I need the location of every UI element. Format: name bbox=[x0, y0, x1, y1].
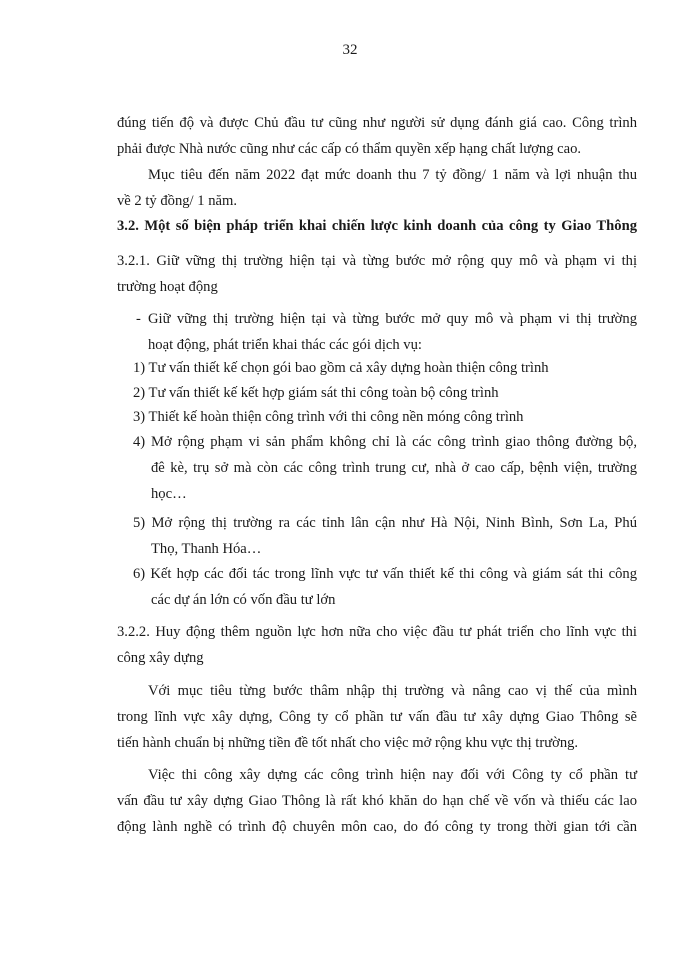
paragraph-construction-line-2: vấn đầu tư xây dựng Giao Thông là rất khó khăn do hạn chế về vốn và thiếu các lao bbox=[117, 793, 637, 809]
bullet-line-2: hoạt động, phát triển khai thác các gói dịch vụ: bbox=[148, 337, 422, 353]
paragraph-target-line-2: về 2 tỷ đồng/ 1 năm. bbox=[117, 193, 237, 209]
subsection-3-2-1-line-2: trường hoạt động bbox=[117, 279, 218, 295]
paragraph-construction-line-3: động lành nghề có trình độ chuyên môn cao, do đó công ty trong thời gian tới cần bbox=[117, 819, 637, 835]
paragraph-goal-line-1: Với mục tiêu từng bước thâm nhập thị trường và nâng cao vị thế của mình bbox=[148, 683, 637, 699]
list-item-2: 2) Tư vấn thiết kế kết hợp giám sát thi công toàn bộ công trình bbox=[133, 385, 499, 401]
list-item-5-line-2: Thọ, Thanh Hóa… bbox=[151, 541, 262, 557]
list-item-4-line-1: 4) Mở rộng phạm vi sản phẩm không chỉ là các công trình giao thông đường bộ, bbox=[133, 434, 637, 450]
subsection-3-2-1-line-1: 3.2.1. Giữ vững thị trường hiện tại và từng bước mở rộng quy mô và phạm vi thị bbox=[117, 253, 637, 269]
page-number: 32 bbox=[342, 42, 358, 58]
paragraph-intro-line-1: đúng tiến độ và được Chủ đầu tư cũng như người sử dụng đánh giá cao. Công trình bbox=[117, 115, 637, 131]
paragraph-construction-line-1: Việc thi công xây dựng các công trình hiện nay đối với Công ty cổ phần tư bbox=[148, 767, 637, 783]
paragraph-goal-line-2: trong lĩnh vực xây dựng, Công ty cổ phần tư vấn đầu tư xây dựng Giao Thông sẽ bbox=[117, 709, 637, 725]
list-item-5-line-1: 5) Mở rộng thị trường ra các tỉnh lân cận như Hà Nội, Ninh Bình, Sơn La, Phú bbox=[133, 515, 637, 531]
paragraph-goal-line-3: tiến hành chuẩn bị những tiền đề tốt nhất cho việc mở rộng khu vực thị trường. bbox=[117, 735, 579, 751]
list-item-4-line-2: đê kè, trụ sở mà còn các công trình trung cư, nhà ở cao cấp, bệnh viện, trường bbox=[151, 460, 637, 476]
list-item-4-line-3: học… bbox=[151, 486, 187, 502]
paragraph-intro-line-2: phải được Nhà nước cũng như các cấp có thẩm quyền xếp hạng chất lượng cao. bbox=[117, 141, 582, 157]
section-heading-3-2: 3.2. Một số biện pháp triển khai chiến lược kinh doanh của công ty Giao Thông bbox=[117, 218, 637, 234]
subsection-3-2-2-line-1: 3.2.2. Huy động thêm nguồn lực hơn nữa cho việc đầu tư phát triển cho lĩnh vực thi bbox=[117, 624, 637, 640]
list-item-3: 3) Thiết kế hoàn thiện công trình với thi công nền móng công trình bbox=[133, 409, 524, 425]
bullet-line-1: Giữ vững thị trường hiện tại và từng bước mở quy mô và phạm vi thị trường bbox=[148, 311, 637, 327]
list-item-6-line-1: 6) Kết hợp các đối tác trong lĩnh vực tư vấn thiết kế thi công và giám sát thi công bbox=[133, 566, 637, 582]
paragraph-target-line-1: Mục tiêu đến năm 2022 đạt mức doanh thu 7 tỷ đồng/ 1 năm và lợi nhuận thu bbox=[148, 167, 637, 183]
list-item-6-line-2: các dự án lớn có vốn đầu tư lớn bbox=[151, 592, 336, 608]
subsection-3-2-2-line-2: công xây dựng bbox=[117, 650, 204, 666]
bullet-dash: - bbox=[136, 311, 141, 327]
list-item-1: 1) Tư vấn thiết kế chọn gói bao gồm cả xây dựng hoàn thiện công trình bbox=[133, 360, 549, 376]
